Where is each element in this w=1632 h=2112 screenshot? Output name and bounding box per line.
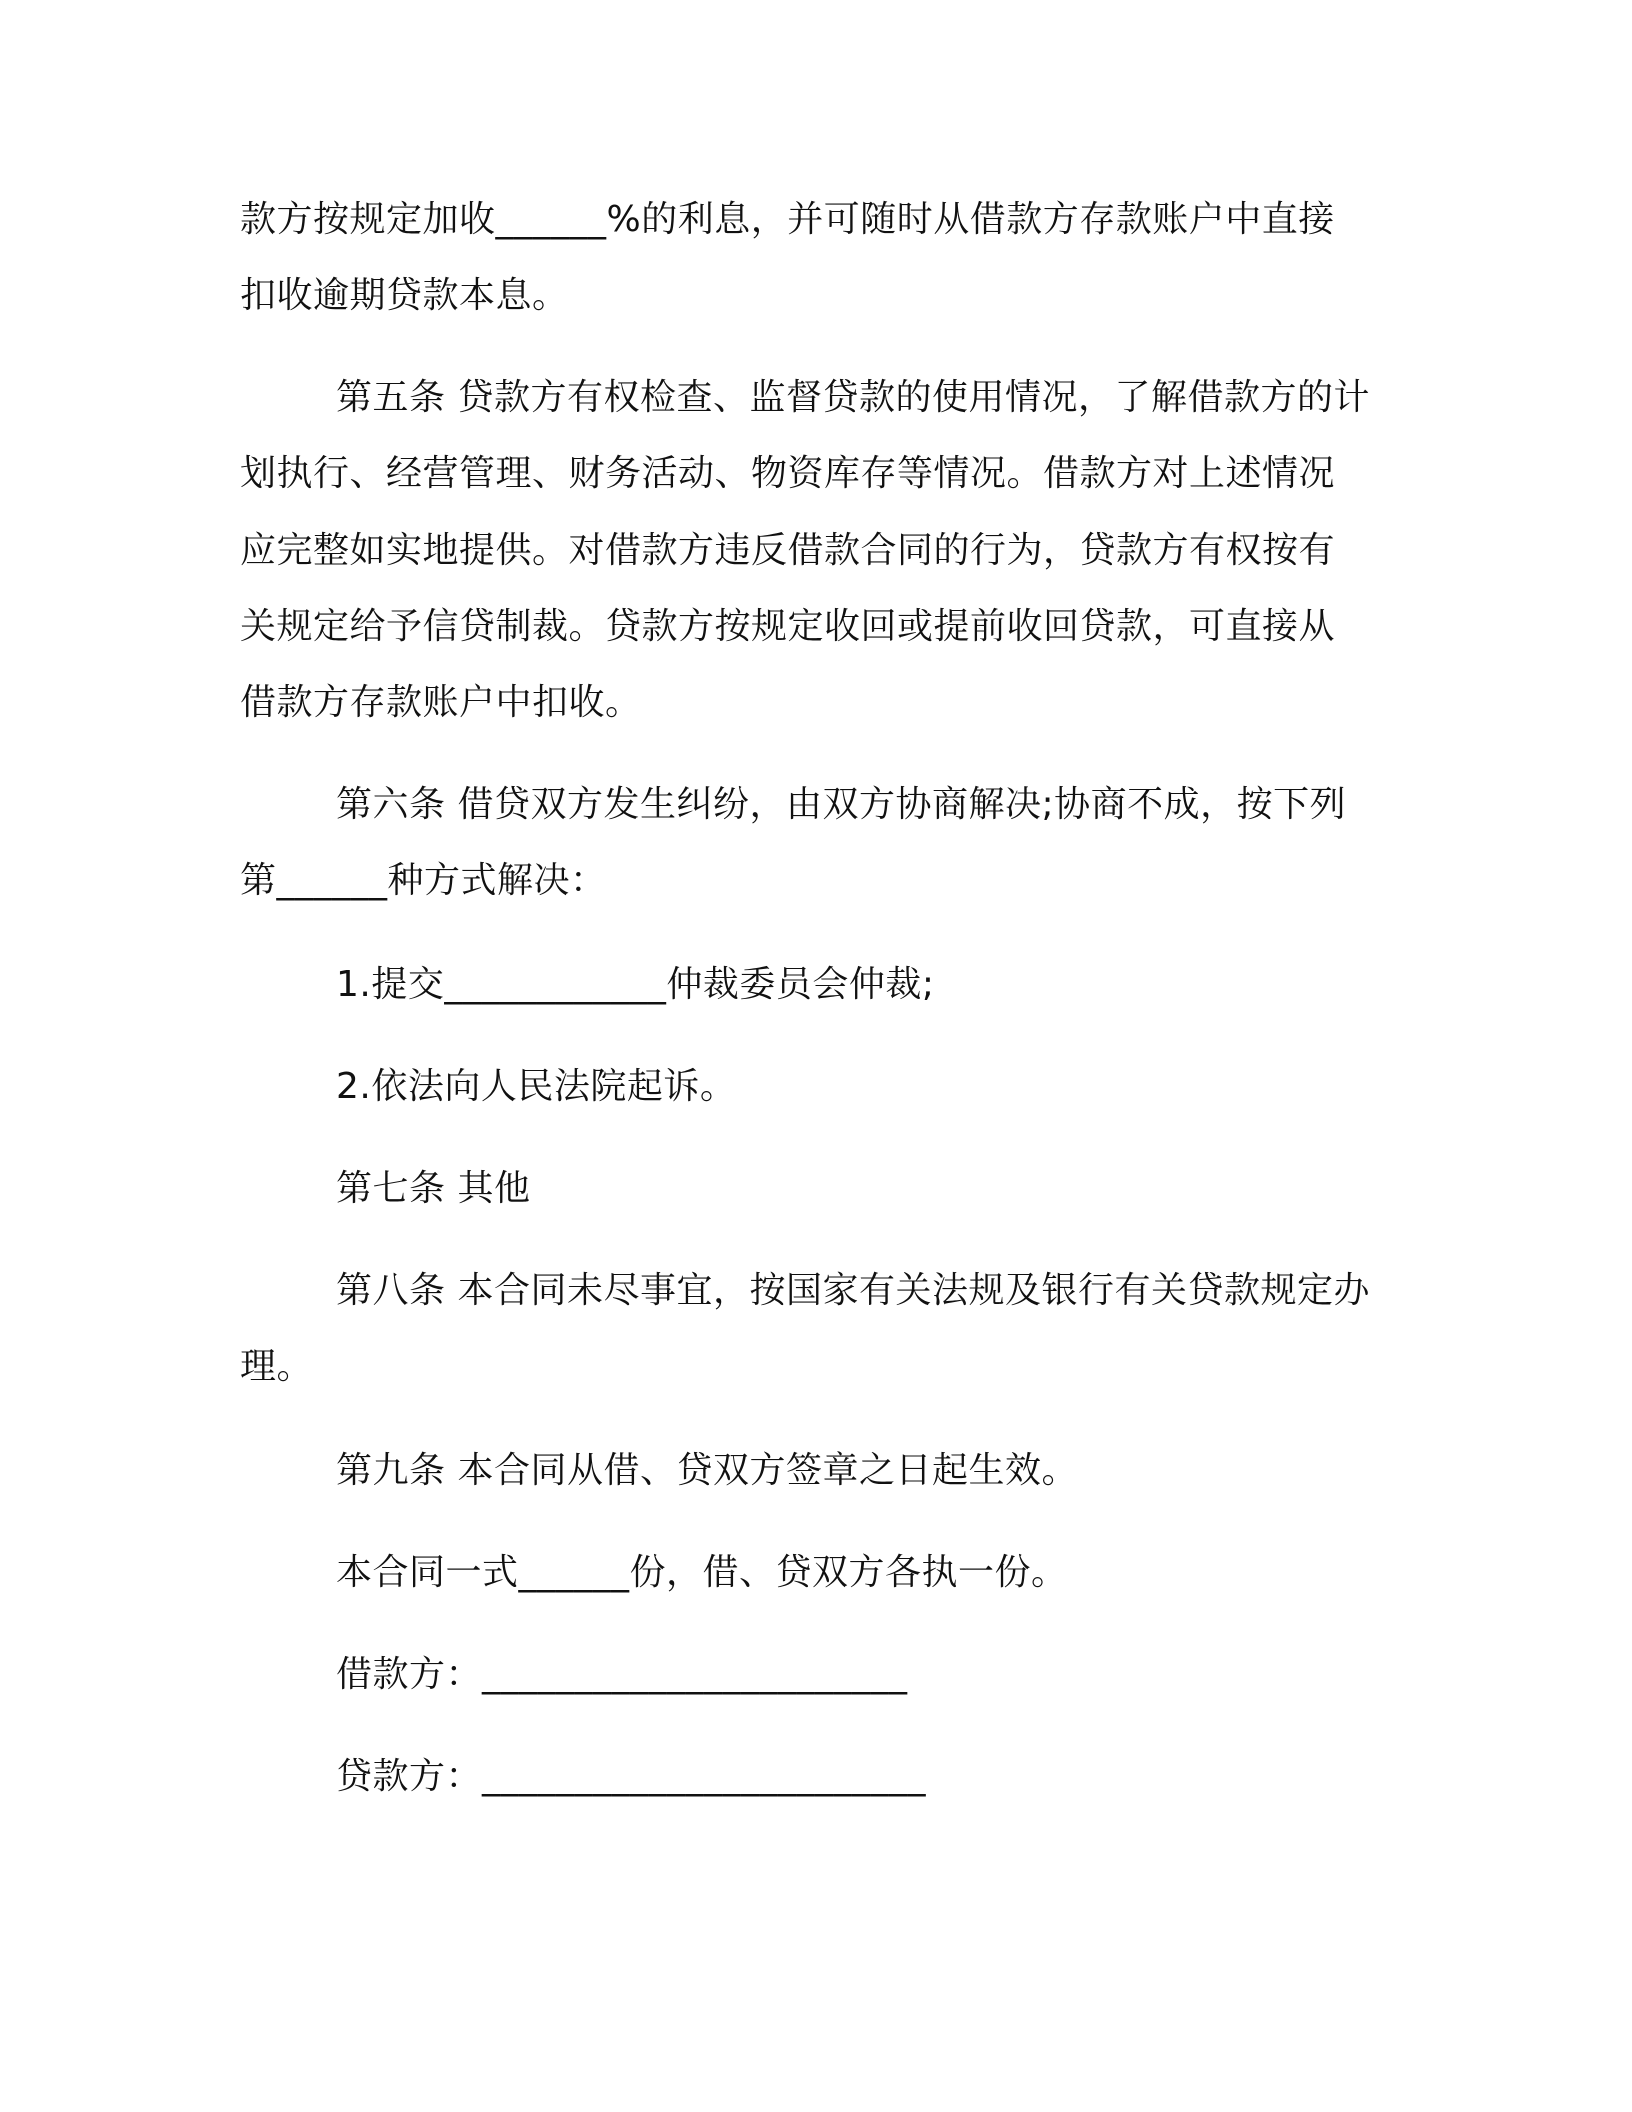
copies-line: 本合同一式______份，借、贷双方各执一份。 [336, 1552, 1068, 1593]
borrower-signature-line: 借款方：_______________________ [336, 1654, 908, 1695]
paragraph-line: 款方按规定加收______%的利息，并可随时从借款方存款账户中直接 [240, 199, 1335, 240]
article-6-heading-line: 第六条 借贷双方发生纠纷，由双方协商解决;协商不成，按下列 [336, 784, 1347, 825]
article-5-heading-line: 第五条 贷款方有权检查、监督贷款的使用情况，了解借款方的计 [336, 377, 1370, 418]
paragraph-line: 理。 [240, 1346, 314, 1387]
list-item-2: 2.依法向人民法院起诉。 [336, 1066, 737, 1107]
article-9-line: 第九条 本合同从借、贷双方签章之日起生效。 [336, 1450, 1078, 1491]
article-8-heading-line: 第八条 本合同未尽事宜，按国家有关法规及银行有关贷款规定办 [336, 1270, 1370, 1311]
paragraph-line: 第______种方式解决： [240, 860, 607, 901]
list-item-1: 1.提交____________仲裁委员会仲裁; [336, 964, 935, 1005]
paragraph-line: 划执行、经营管理、财务活动、物资库存等情况。借款方对上述情况 [240, 453, 1336, 494]
article-7-heading: 第七条 其他 [336, 1168, 531, 1209]
paragraph-line: 关规定给予信贷制裁。贷款方按规定收回或提前收回贷款，可直接从 [240, 606, 1336, 647]
paragraph-line: 应完整如实地提供。对借款方违反借款合同的行为，贷款方有权按有 [240, 530, 1336, 571]
lender-signature-line: 贷款方：________________________ [336, 1756, 927, 1797]
paragraph-line: 借款方存款账户中扣收。 [240, 682, 642, 723]
paragraph-line: 扣收逾期贷款本息。 [240, 275, 569, 316]
